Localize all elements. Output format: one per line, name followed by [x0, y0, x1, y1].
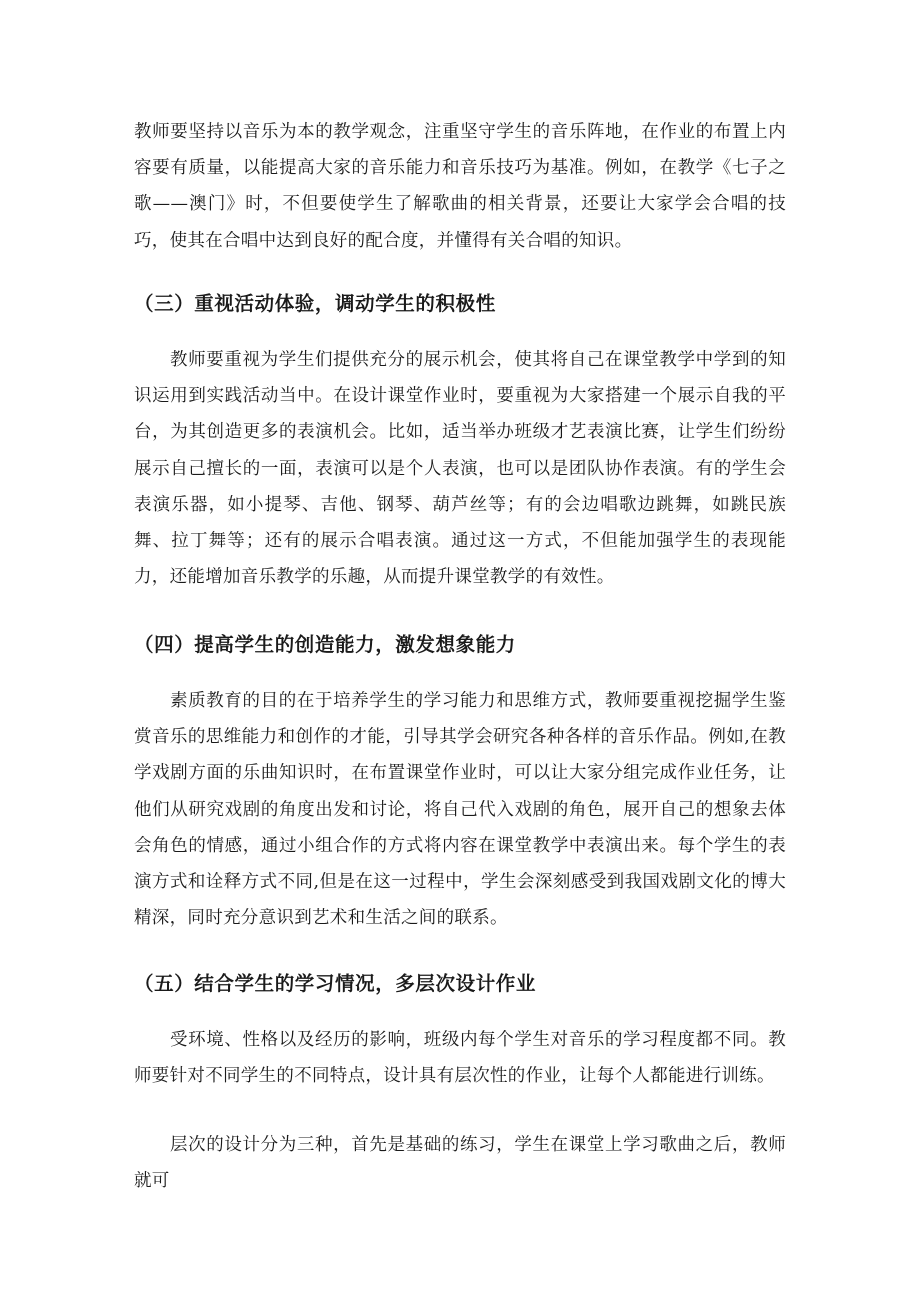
paragraph-music-focus: 教师要坚持以音乐为本的教学观念，注重坚守学生的音乐阵地，在作业的布置上内容要有质量，以能提高大家的音乐能力和音乐技巧为基准。例如，在教学《七子之歌——澳门》时，不但要使学生了解歌曲的相关背景，还要让大家学会合唱的技巧，使其在合唱中达到良好的配合度，并懂得有关合唱的知识。	[134, 122, 786, 251]
paragraph-three-levels: 层次的设计分为三种，首先是基础的练习，学生在课堂上学习歌曲之后，教师就可	[134, 1135, 786, 1192]
section-heading-5: （五）结合学生的学习情况，多层次设计作业	[134, 972, 537, 995]
section-heading-3: （三）重视活动体验，调动学生的积极性	[134, 292, 496, 315]
paragraph-creativity: 素质教育的目的在于培养学生的学习能力和思维方式，教师要重视挖掘学生鉴赏音乐的思维能力和创作的才能，引导其学会研究各种各样的音乐作品。例如,在教学戏剧方面的乐曲知识时，在布置课堂作业时，可以让大家分组完成作业任务，让他们从研究戏剧的角度出发和讨论，将自己代入戏剧的角色，展开自己的想象去体会角色的情感，通过小组合作的方式将内容在课堂教学中表演出来。每个学生的表演方式和诠释方式不同,但是在这一过程中，学生会深刻感受到我国戏剧文化的博大精深，同时充分意识到艺术和生活之间的联系。	[134, 691, 786, 929]
paragraph-layered-homework: 受环境、性格以及经历的影响，班级内每个学生对音乐的学习程度都不同。教师要针对不同学生的不同特点，设计具有层次性的作业，让每个人都能进行训练。	[134, 1030, 786, 1087]
paragraph-activity-experience: 教师要重视为学生们提供充分的展示机会，使其将自己在课堂教学中学到的知识运用到实践活动当中。在设计课堂作业时，要重视为大家搭建一个展示自我的平台，为其创造更多的表演机会。比如，适当举办班级才艺表演比赛，让学生们纷纷展示自己擅长的一面，表演可以是个人表演，也可以是团队协作表演。有的学生会表演乐器，如小提琴、吉他、钢琴、葫芦丝等；有的会边唱歌边跳舞，如跳民族舞、拉丁舞等；还有的展示合唱表演。通过这一方式，不但能加强学生的表现能力，还能增加音乐教学的乐趣，从而提升课堂教学的有效性。	[134, 350, 786, 588]
section-heading-4: （四）提高学生的创造能力，激发想象能力	[134, 633, 516, 656]
